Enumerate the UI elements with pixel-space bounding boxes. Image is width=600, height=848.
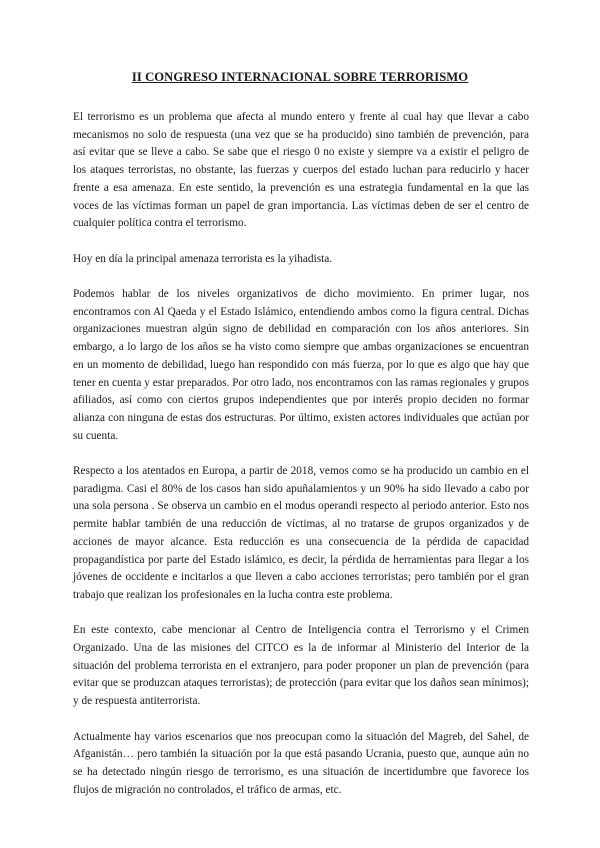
document-title: II CONGRESO INTERNACIONAL SOBRE TERRORISMO — [131, 70, 469, 84]
paragraph-organizational-levels: Podemos hablar de los niveles organizativos de dicho movimiento. En primer lugar, nos encontramos con Al Qaeda y el Estado Islámico, entendiendo ambos como la figura central. Dichas organizaciones muestran algún signo de debilidad en comparación con los años anteriores. Sin embargo, a lo largo de los años se ha visto como siempre que ambas organizaciones se encuentran en un momento de debilidad, luego han respondido con más fuerza, por lo que es algo que hay que tener en cuenta y estar preparados. Por otro lado, nos encontramos con las ramas regionales y grupos afiliados, así como con ciertos grupos independientes que por interés propio deciden no formar alianza con ninguna de estas dos estructuras. Por último, existen actores individuales que actúan por su cuenta. — [73, 288, 529, 442]
paragraph-europe-attacks: Respecto a los atentados en Europa, a partir de 2018, vemos como se ha producido un cambio en el paradigma. Casi el 80% de los casos han sido apuñalamientos y un 90% ha sido llevado a cabo por una sola persona . Se observa un cambio en el modus operandi respecto al periodo anterior. Esto nos permite hablar también de una reducción de víctimas, al no tratarse de grupos organizados y de acciones de mayor alcance. Esta reducción es una consecuencia de la pérdida de capacidad propagandística por parte del Estado islámico, es decir, la pérdida de herramientas para llegar a los jóvenes de occidente e incitarlos a que lleven a cabo acciones terroristas; pero también por el gran trabajo que realizan los profesionales en la lucha contra este problema. — [73, 465, 529, 601]
paragraph-current-scenarios: Actualmente hay varios escenarios que nos preocupan como la situación del Magreb, del Sahel, de Afganistán… pero también la situación por la que está pasando Ucrania, puesto que, aunque aún no se ha detectado ningún riesgo de terrorismo, es una situación de incertidumbre que favorece los flujos de migración no controlados, el tráfico de armas, etc. — [73, 730, 529, 796]
document-body — [73, 109, 529, 817]
paragraph-main-threat: Hoy en día la principal amenaza terrorista es la yihadista. — [73, 252, 333, 265]
paragraph-citco: En este contexto, cabe mencionar al Centro de Inteligencia contra el Terrorismo y el Crimen Organizado. Una de las misiones del CITCO es la de informar al Ministerio del Interior de la situación del problema terrorista en el extranjero, para poder proponer un plan de prevención (para evitar que se produzcan ataques terroristas); de protección (para evitar que los daños sean mínimos); y de respuesta antiterrorista. — [73, 624, 529, 708]
paragraph-intro: El terrorismo es un problema que afecta al mundo entero y frente al cual hay que llevar a cabo mecanismos no solo de respuesta (una vez que se ha producido) sino también de prevención, para así evitar que se lleve a cabo. Se sabe que el riesgo 0 no existe y siempre va a existir el peligro de los ataques terroristas, no obstante, las fuerzas y cuerpos del estado luchan para reducirlo y hacer frente a esa amenaza. En este sentido, la prevención es una estrategia fundamental en la que las voces de las víctimas forman un papel de gran importancia. Las víctimas deben de ser el centro de cualquier política contra el terrorismo. — [73, 111, 529, 230]
